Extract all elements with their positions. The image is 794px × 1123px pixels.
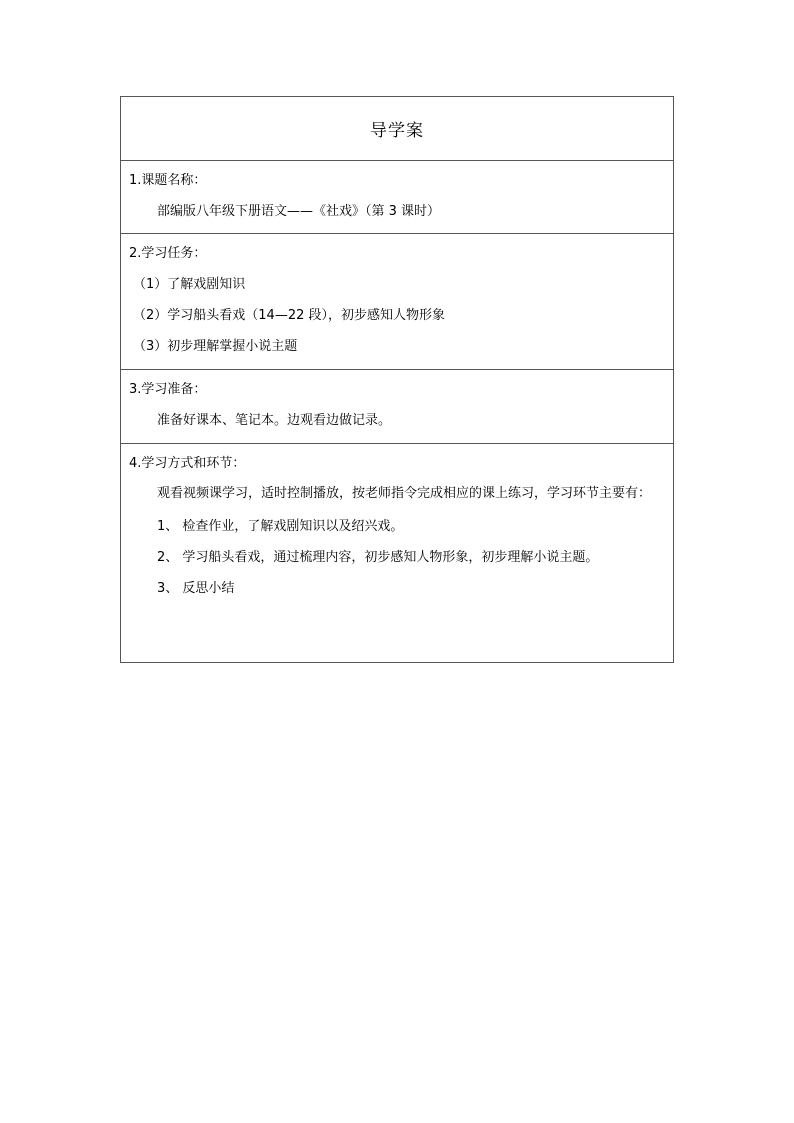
task-item: （2）学习船头看戏（14—22 段），初步感知人物形象 (133, 308, 445, 323)
task-item: （1）了解戏剧知识 (133, 277, 246, 292)
step-item: 1、 检查作业，了解戏剧知识以及绍兴戏。 (157, 519, 404, 534)
study-guide-table (120, 96, 674, 663)
section-learning-method (121, 444, 673, 662)
task-item: （3）初步理解掌握小说主题 (133, 339, 298, 354)
course-title-text: 部编版八年级下册语文——《社戏》（第 3 课时） (157, 204, 441, 219)
method-intro-text: 观看视频课学习，适时控制播放，按老师指令完成相应的课上练习，学习环节主要有： (157, 486, 652, 501)
section-preparation (121, 370, 673, 444)
document-title: 导学案 (121, 97, 673, 161)
section-course-title (121, 161, 673, 234)
section-heading: 4.学习方式和环节： (129, 456, 246, 471)
section-heading: 3.学习准备： (129, 382, 207, 397)
section-learning-tasks (121, 234, 673, 370)
section-heading: 2.学习任务： (129, 246, 207, 261)
preparation-text: 准备好课本、笔记本。边观看边做记录。 (157, 413, 392, 428)
step-item: 3、 反思小结 (157, 581, 235, 596)
section-heading: 1.课题名称： (129, 173, 207, 188)
step-item: 2、 学习船头看戏，通过梳理内容，初步感知人物形象，初步理解小说主题。 (157, 550, 599, 565)
